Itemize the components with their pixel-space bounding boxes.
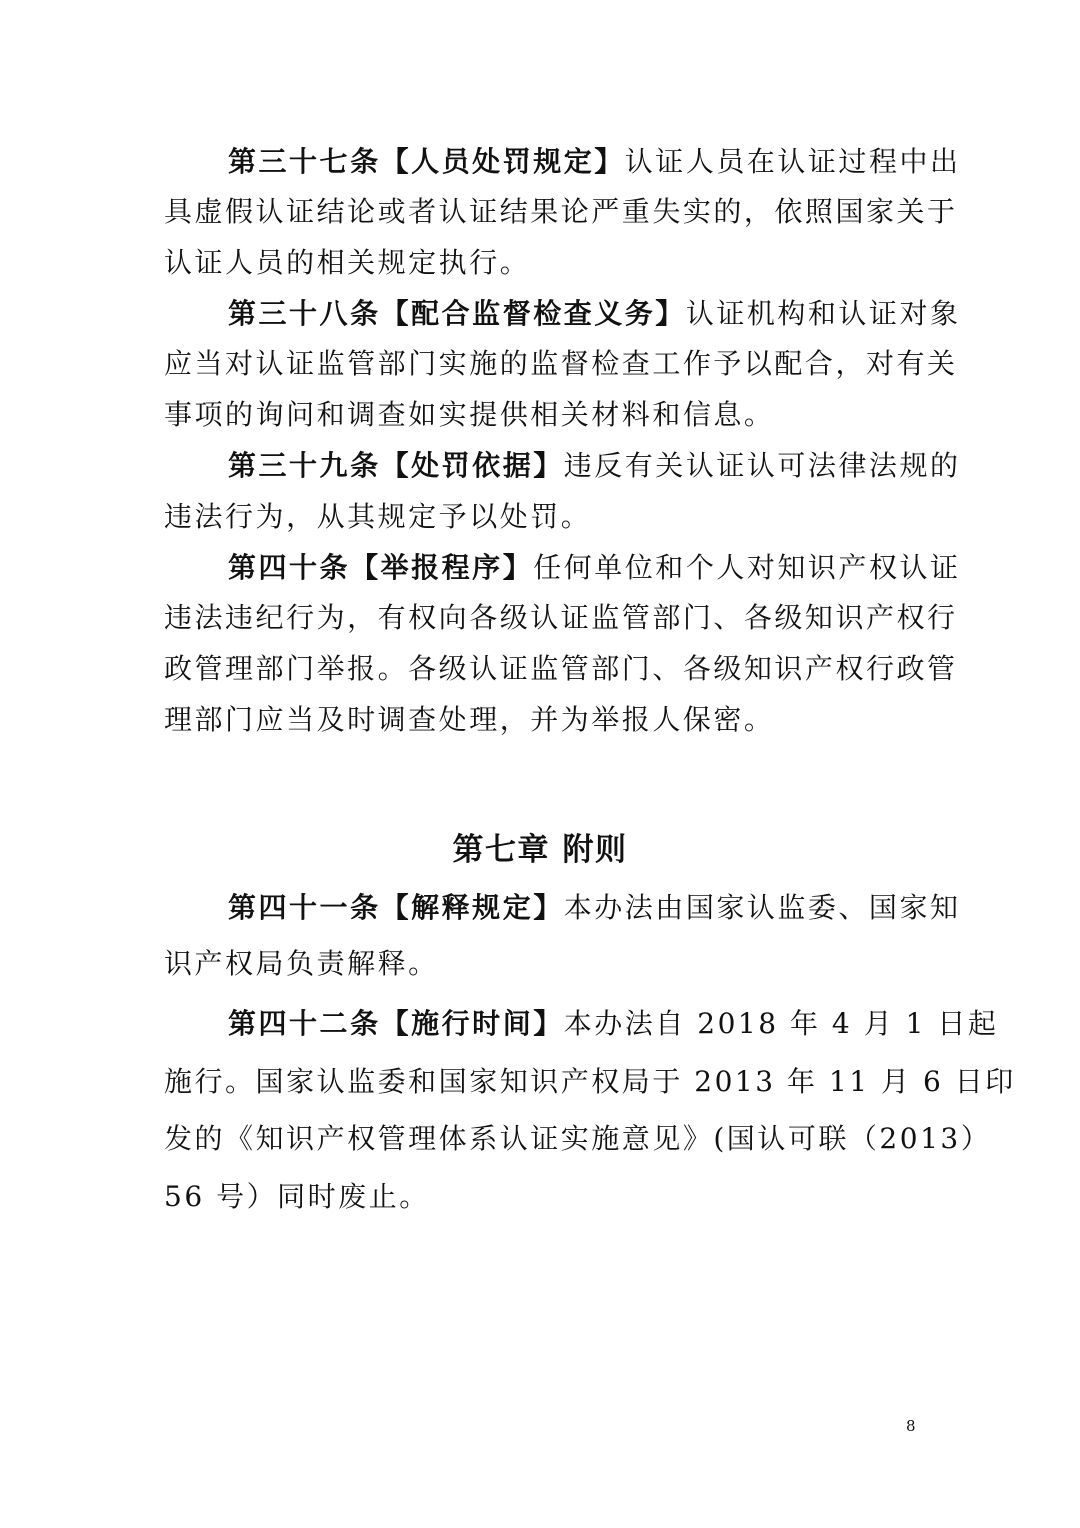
article-40-title: 【举报程序】 bbox=[350, 551, 534, 584]
article-37-line-1 bbox=[228, 144, 961, 180]
article-37-line-3: 认证人员的相关规定执行。 bbox=[164, 246, 531, 279]
article-38-title: 【配合监督检查义务】 bbox=[380, 297, 686, 330]
article-42-line-4: 56 号）同时废止。 bbox=[164, 1180, 430, 1213]
article-42-line-3: 发的《知识产权管理体系认证实施意见》(国认可联（2013） bbox=[164, 1122, 992, 1155]
article-39-title: 【处罚依据】 bbox=[380, 449, 564, 482]
article-37-title: 【人员处罚规定】 bbox=[380, 145, 625, 178]
article-37-text-1: 认证人员在认证过程中出 bbox=[624, 145, 961, 178]
article-42-line-1 bbox=[228, 1006, 999, 1042]
article-40-line-1 bbox=[228, 550, 961, 586]
article-41-text-1: 本办法由国家认监委、国家知 bbox=[563, 891, 961, 924]
article-38-line-2: 应当对认证监管部门实施的监督检查工作予以配合，对有关 bbox=[164, 347, 958, 380]
article-40-text-1: 任何单位和个人对知识产权认证 bbox=[533, 551, 961, 584]
article-40-line-2: 违法违纪行为，有权向各级认证监管部门、各级知识产权行 bbox=[164, 601, 958, 634]
article-41-title: 【解释规定】 bbox=[380, 891, 564, 924]
article-41-line-2: 识产权局负责解释。 bbox=[164, 947, 439, 980]
article-39-number: 第三十九条 bbox=[228, 449, 381, 482]
article-38-number: 第三十八条 bbox=[228, 297, 381, 330]
article-42-number: 第四十二条 bbox=[228, 1007, 381, 1040]
article-38-line-1 bbox=[228, 296, 961, 332]
article-39-line-2: 违法行为，从其规定予以处罚。 bbox=[164, 500, 592, 533]
article-42-text-1: 本办法自 2018 年 4 月 1 日起 bbox=[563, 1007, 999, 1040]
article-40-line-3: 政管理部门举报。各级认证监管部门、各级知识产权行政管 bbox=[164, 652, 958, 685]
article-39-text-1: 违反有关认证认可法律法规的 bbox=[563, 449, 961, 482]
article-40-line-4: 理部门应当及时调查处理，并为举报人保密。 bbox=[164, 703, 775, 736]
article-42-title: 【施行时间】 bbox=[380, 1007, 564, 1040]
article-39-line-1 bbox=[228, 448, 961, 484]
chapter-title: 第七章 附则 bbox=[452, 832, 628, 868]
article-38-line-3: 事项的询问和调查如实提供相关材料和信息。 bbox=[164, 398, 775, 431]
article-40-number: 第四十条 bbox=[228, 551, 351, 584]
article-41-line-1 bbox=[228, 890, 961, 926]
article-38-text-1: 认证机构和认证对象 bbox=[685, 297, 961, 330]
page-number: 8 bbox=[906, 1417, 916, 1435]
article-42-line-2: 施行。国家认监委和国家知识产权局于 2013 年 11 月 6 日印 bbox=[164, 1065, 1016, 1098]
article-37-line-2: 具虚假认证结论或者认证结果论严重失实的，依照国家关于 bbox=[164, 195, 958, 228]
article-37-number: 第三十七条 bbox=[228, 145, 381, 178]
article-41-number: 第四十一条 bbox=[228, 891, 381, 924]
